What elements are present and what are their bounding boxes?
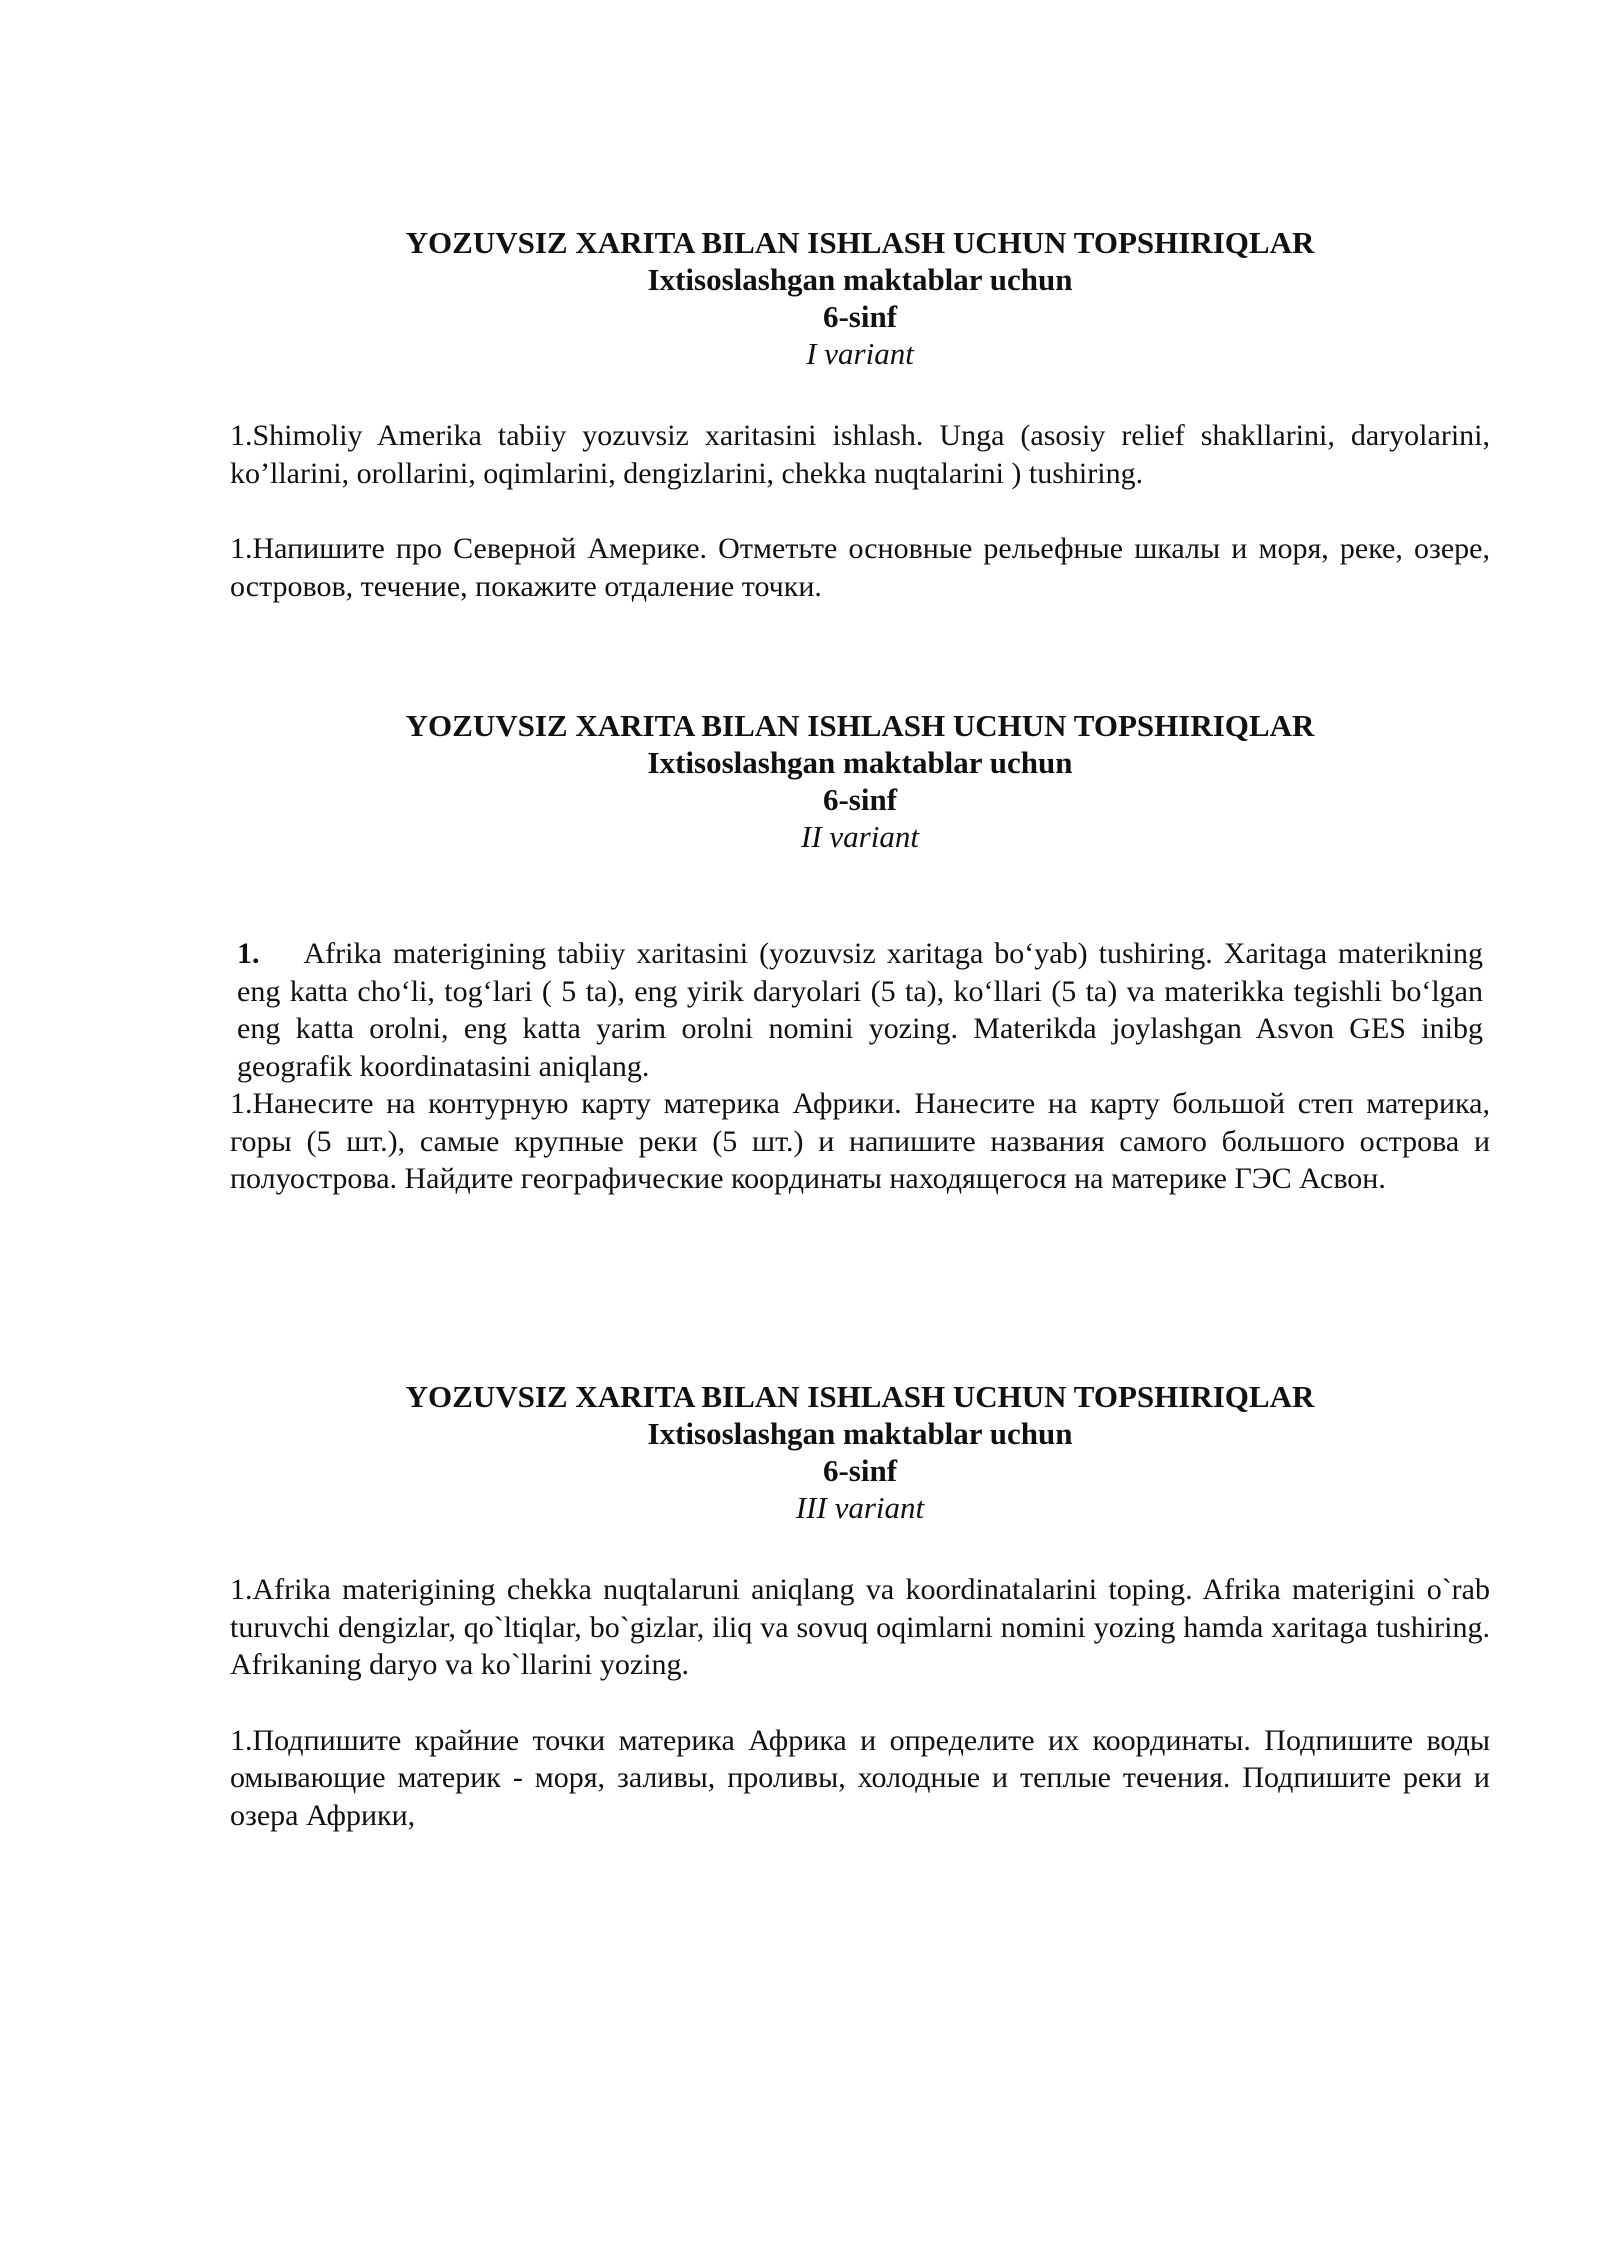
task-russian: 1.Напишите про Северной Америке. Отметьте основные рельефные шкалы и моря, реке, озере, островов, течение, покажите отдаление точки.	[230, 532, 1490, 603]
variant-section-2	[230, 707, 1490, 1198]
task-russian: 1.Нанесите на контурную карту материка Африки. Нанесите на карту большой степ материка, горы (5 шт.), самые крупные реки (5 шт.) и напишите названия самого большого острова и полуострова. Найдите географические координаты находящегося на материке ГЭС Асвон.	[230, 1087, 1490, 1195]
variant-section-1	[230, 224, 1490, 605]
variant-section-3	[230, 1378, 1490, 1834]
section-grade: 6-sinf	[822, 299, 898, 334]
task-russian: 1.Подпишите крайние точки материка Африка и определите их координаты. Подпишите воды омывающие материк - моря, заливы, проливы, холодные и теплые течения. Подпишите реки и озера Африки,	[230, 1723, 1490, 1832]
section-subtitle: Ixtisoslashgan maktablar uchun	[647, 1416, 1073, 1451]
section-title: YOZUVSIZ XARITA BILAN ISHLASH UCHUN TOPSHIRIQLAR	[405, 1379, 1315, 1414]
section-subtitle: Ixtisoslashgan maktablar uchun	[647, 262, 1073, 297]
section-variant: II variant	[801, 819, 919, 854]
task-uzbek-text: Afrika materigining tabiiy xaritasini (yozuvsiz xaritaga bo‘yab) tushiring. Xaritaga materikning eng katta cho‘li, tog‘lari ( 5 ta), eng yirik daryolari (5 ta), ko‘llari (5 ta) va materikka tegishli bo‘lgan eng katta orolni, eng katta yarim orolni nomini yozing. Materikda joylashgan Asvon GES inibg geografik koordinatasini aniqlang.	[237, 937, 1484, 1083]
section-title: YOZUVSIZ XARITA BILAN ISHLASH UCHUN TOPSHIRIQLAR	[405, 708, 1315, 743]
section-heading	[230, 224, 1490, 372]
section-heading	[230, 707, 1490, 855]
section-variant: III variant	[795, 1490, 925, 1525]
section-subtitle: Ixtisoslashgan maktablar uchun	[647, 745, 1073, 780]
section-grade: 6-sinf	[822, 782, 898, 817]
section-variant: I variant	[806, 336, 914, 371]
section-heading	[230, 1378, 1490, 1526]
task-uzbek: 1.Afrika materigining chekka nuqtalaruni aniqlang va koordinatalarini toping. Afrika materigini o`rab turuvchi dengizlar, qo`ltiqlar, bo`gizlar, iliq va sovuq oqimlarni nomini yozing hamda xaritaga tushiring. Afrikaning daryo va ko`llarini yozing.	[230, 1573, 1490, 1681]
section-grade: 6-sinf	[822, 1453, 898, 1488]
task-number: 1.	[237, 937, 260, 970]
section-title: YOZUVSIZ XARITA BILAN ISHLASH UCHUN TOPSHIRIQLAR	[405, 225, 1315, 260]
task-uzbek	[230, 935, 1490, 1085]
task-uzbek: 1.Shimoliy Amerika tabiiy yozuvsiz xaritasini ishlash. Unga (asosiy relief shakllarini, daryolarini, ko’llarini, orollarini, oqimlarini, dengizlarini, chekka nuqtalarini ) tushiring.	[230, 419, 1490, 490]
